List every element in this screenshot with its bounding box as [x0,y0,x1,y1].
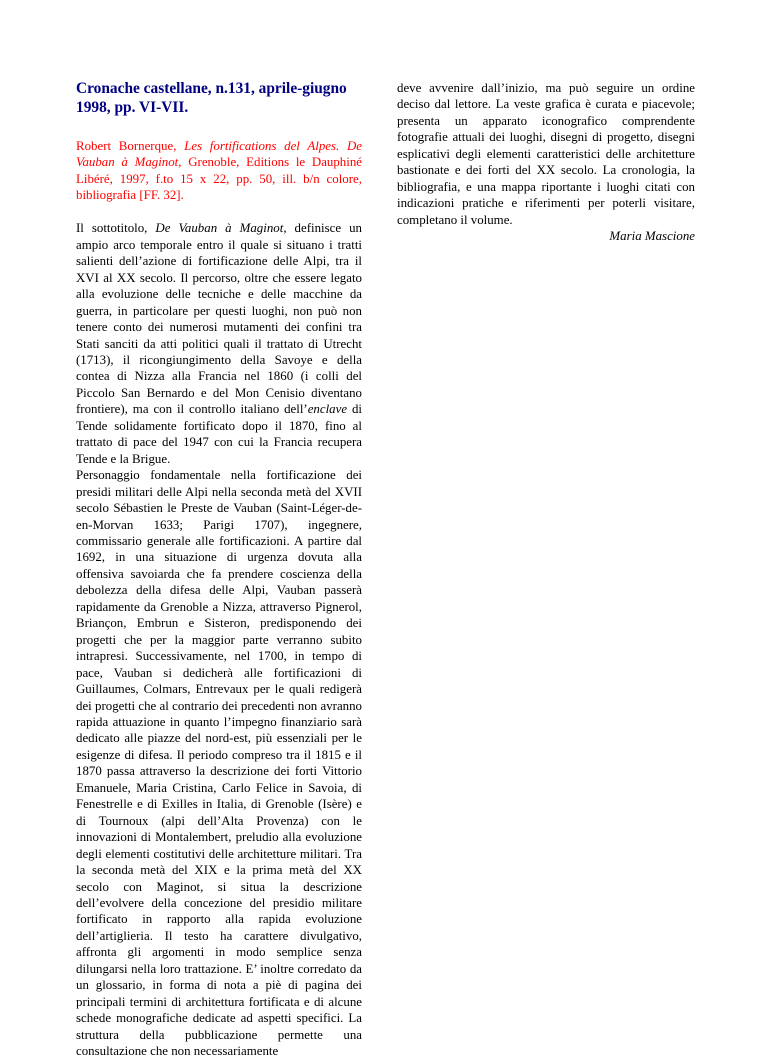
paragraph-intro-text-a: Il sottotitolo, [76,221,156,236]
review-body-right [397,80,695,228]
paragraph-intro-text-c: di Tende solidamente fortificato dopo il 1870, fino al trattato di pace del 1947 con cui la Francia recupera Tende e la Brigue. [76,402,362,466]
right-column [397,80,695,245]
author-signature: Maria Mascione [609,229,695,244]
citation-title: Les fortifications del Alpes. De Vauban à Maginot [76,139,362,170]
article-heading: Cronache castellane, n.131, aprile-giugno 1998, pp. VI-VII. [76,80,347,116]
paragraph-intro [76,220,362,467]
citation-details: , Grenoble, Editions le Dauphiné Libéré, 1997, f.to 15 x 22, pp. 50, ill. b/n colore, bibliografia [FF. 32]. [76,155,362,203]
review-body-left [76,220,362,1059]
book-citation [76,138,362,203]
paragraph-continuation: deve avvenire dall’inizio, ma può seguire un ordine deciso dal lettore. La veste grafica è curata e piacevole; presenta un apparato iconografico comprendente fotografie attuali dei luoghi, disegni di progetto, disegni esplicativi degli elementi caratteristici delle architetture bastionate e dei forti del XX secolo. La cronologia, la bibliografia, e una mappa riportante i luoghi citati con indicazioni pratiche e riferimenti per poterli visitare, completano il volume. [397,81,695,227]
enclave-term: enclave [307,402,348,417]
left-column [76,80,362,1059]
citation-author: Robert Bornerque, [76,139,185,154]
paragraph-vauban: Personaggio fondamentale nella fortificazione dei presidi militari delle Alpi nella seconda metà del XVII secolo Sébastien le Preste de Vauban (Saint-Léger-de-en-Morvan 1633; Parigi 1707), ingegnere, commissario generale alle fortificazioni. A partire dal 1692, in una situazione di urgenza dovuta alla offensiva savoiarda che fa prendere coscienza della debolezza della difesa delle Alpi, Vauban passerà rapidamente da Grenoble a Nizza, attraverso Pignerol, Briançon, Embrun e Sisteron, predisponendo dei progetti che per la maggior parte verranno subito intrapresi. Successivamente, nel 1700, in tempo di pace, Vauban si dedicherà alle fortificazioni di Guillaumes, Colmars, Entrevaux per le quali redigerà dei progetti che al contrario dei precedenti non avranno rapida attuazione in quanto l’impegno finanziario sarà dedicato alle piazze del nord-est, più essenziali per le esigenze di difesa. Il periodo compreso tra il 1815 e il 1870 passa attraverso la descrizione dei forti Vittorio Emanuele, Maria Cristina, Carlo Felice in Savoia, di Fenestrelle e di Exilles in Italia, di Grenoble (Isère) e di Tournoux (alpi dell’Alta Provenza) con le innovazioni di Montalembert, preludio alla evoluzione degli elementi costitutivi delle architetture militari. Tra la seconda metà del XIX e la prima metà del XX secolo con Maginot, si situa la descrizione dell’evolvere della concezione del presidio militare fortificato in rapporto alla rapida evoluzione dell’artiglieria. Il testo ha carattere divulgativo, affronta gli argomenti in modo semplice senza dilungarsi nella loro trattazione. E’ inoltre corredato da un glossario, in forma di nota a piè di pagina dei principali termini di architettura fortificata e di alcune schede monografiche dedicate ad aspetti specifici. La struttura della pubblicazione permette una consultazione che non necessariamente [76,468,362,1059]
book-subtitle: De Vauban à Maginot [155,221,284,236]
paragraph-intro-text-b: , definisce un ampio arco temporale entro il quale si situano i tratti salienti dell’azione di fortificazione delle Alpi, tra il XVI al XX secolo. Il percorso, oltre che essere legato alla evoluzione delle tecniche e delle macchine da guerra, in particolare per questi luoghi, non può non tenere conto dei numerosi mutamenti dei confini tra Stati sanciti da atti politici quali il trattato di Utrecht (1713), il ricongiungimento della Savoye e della contea di Nizza alla Francia nel 1860 (i colli del Piccolo San Bernardo e del Mon Cenisio diventano frontiere), ma con il controllo italiano dell’ [76,221,362,417]
